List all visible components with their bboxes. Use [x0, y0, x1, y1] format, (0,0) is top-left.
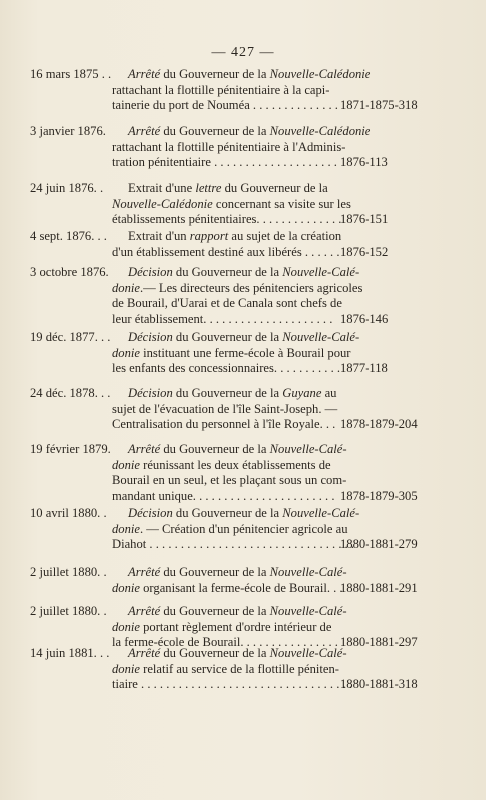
entry-text-segment: Nouvelle-Calé-	[269, 565, 347, 579]
entry-line	[112, 98, 338, 114]
entry-text-segment: Nouvelle-Calé-	[269, 604, 347, 618]
entry-date: 24 juin 1876. .	[30, 181, 104, 195]
entry-text-segment: Extrait d'un	[128, 229, 190, 243]
entry-line	[112, 521, 348, 538]
entry-text-segment: du Gouverneur de la	[172, 386, 283, 400]
entry-line	[112, 386, 337, 402]
entry-text-segment: organisant la ferme-école de Bourail. . .	[139, 580, 343, 595]
entry-line	[112, 661, 339, 678]
entry-text-segment: Décision	[128, 265, 173, 279]
entry-line	[112, 229, 342, 245]
entry-text-segment: Décision	[128, 386, 173, 400]
entry-text	[112, 265, 363, 327]
entry-reference: 1880-1881-318	[340, 677, 418, 691]
entry-text-segment: du Gouverneur de la	[160, 67, 270, 81]
entry-text-segment: relatif au service de la flottille péniten-	[139, 661, 339, 676]
entry-date: 2 juillet 1880. .	[30, 604, 107, 618]
entry-line	[112, 212, 342, 228]
entry-text	[112, 646, 352, 693]
entry-text-segment: Nouvelle-Calédonie	[112, 196, 213, 211]
entry-line	[112, 361, 341, 377]
entry-text-segment: Nouvelle-Calé-	[282, 506, 360, 520]
entry-text-segment: leur établissement. . . . . . . . . . . . . . . . . . . . .	[112, 311, 333, 326]
entry-text-segment: au sujet de la création	[228, 229, 342, 243]
entry-reference: 1876-146	[340, 311, 389, 326]
entry-reference: 1876-152	[340, 244, 389, 259]
entry-line	[112, 442, 347, 458]
entry-line	[112, 458, 334, 474]
entry-text-segment: Arrêté	[128, 442, 161, 456]
entry-text-segment: Nouvelle-Calé-	[282, 265, 360, 279]
entry-text-segment: donie	[112, 619, 140, 634]
entry-text-segment: donie	[112, 521, 140, 536]
entry-text-segment: d'un établissement destiné aux libérés . . . . . .	[112, 244, 340, 259]
entry-line	[112, 417, 334, 433]
entry-text-segment: mandant unique. . . . . . . . . . . . . . . . . . . . . . .	[112, 488, 335, 503]
entry-text-segment: du Gouverneur de la	[172, 265, 283, 279]
entry-text-segment: sujet de l'évacuation de l'île Saint-Joseph. —	[112, 401, 338, 416]
entry-text-segment: les enfants des concessionnaires. . . . . . . . . . .	[112, 361, 341, 375]
entry-text-segment: tration pénitentiaire . . . . . . . . . . . . . . . . . . . .	[112, 155, 337, 169]
entry-text-segment: Arrêté	[128, 646, 161, 660]
entry-text-segment: Arrêté	[128, 67, 161, 81]
entry-text-segment: .— Les directeurs des pénitenciers agricoles	[139, 280, 363, 295]
entry-text-segment: Guyane	[282, 386, 322, 400]
entry-reference: 1880-1881-297	[340, 635, 418, 649]
entry-date: 3 janvier 1876.	[30, 124, 106, 138]
entry-line	[112, 280, 363, 297]
entry-line	[112, 489, 334, 505]
entry-line	[112, 244, 340, 261]
entry-text-segment: portant règlement d'ordre intérieur de	[139, 619, 332, 634]
entry-text-segment: Décision	[128, 330, 173, 344]
entry-line	[112, 473, 347, 489]
entry-text-segment: du Gouverneur de la	[172, 506, 283, 520]
entry-text-segment: . — Création d'un pénitencier agricole au	[139, 521, 348, 536]
entry-text-segment: donie	[112, 580, 140, 595]
entry-reference: 1877-118	[340, 361, 388, 375]
entry-text-segment: lettre	[195, 181, 222, 195]
entry-date: 2 juillet 1880. .	[30, 565, 107, 579]
entry-line	[112, 506, 360, 522]
entry-reference: 1878-1879-305	[340, 488, 418, 503]
entry-text-segment: la ferme-école de Bourail. . . . . . . . . . . . . . . .	[112, 635, 338, 649]
entry-date: 19 février 1879.	[30, 442, 111, 456]
entry-line	[112, 620, 334, 636]
entry-text	[112, 565, 347, 596]
entry-text-segment: du Gouverneur de la	[160, 442, 270, 456]
entry-line	[112, 155, 337, 171]
entry-text	[112, 386, 338, 433]
entry-text-segment: donie	[112, 457, 140, 472]
entry-line	[112, 296, 342, 312]
entry-text	[112, 442, 347, 504]
entry-line	[112, 565, 347, 581]
entry-line	[112, 345, 351, 362]
entry-reference: 1880-1881-291	[340, 580, 418, 595]
entry-date: 24 déc. 1878. . .	[30, 386, 111, 400]
entry-text-segment: Arrêté	[128, 124, 161, 138]
entry-text-segment: Diahot . . . . . . . . . . . . . . . . . . . . . . . . . . . . . . . . .	[112, 537, 355, 551]
entry-date: 19 déc. 1877. . .	[30, 330, 111, 344]
entry-text-segment: donie	[112, 345, 140, 360]
entry-text-segment: du Gouverneur de la	[160, 565, 270, 579]
entry-text-segment: donie	[112, 661, 140, 676]
entry-text-segment: Arrêté	[128, 565, 161, 579]
entry-line	[112, 265, 360, 281]
entry-text-segment: Bourail en un seul, et les plaçant sous un com-	[112, 473, 347, 487]
entry-text-segment: Centralisation du personnel à l'île Royale. . .	[112, 417, 336, 431]
entry-line	[112, 67, 371, 83]
entry-text-segment: tainerie du port de Nouméa . . . . . . . . . . . . . .	[112, 98, 338, 112]
entry-text-segment: rapport	[189, 229, 229, 243]
entry-text-segment: Nouvelle-Calédonie	[269, 67, 371, 81]
entry-reference: 1871-1875-318	[340, 98, 418, 112]
entry-reference: 1876-151	[340, 212, 389, 226]
entry-line	[112, 580, 343, 597]
entry-text-segment: Nouvelle-Calé-	[269, 646, 347, 660]
entry-line	[112, 312, 334, 328]
entry-text-segment: du Gouverneur de la	[160, 646, 270, 660]
entry-text-segment: établissements pénitentiaires. . . . . . . . . . . . . .	[112, 212, 342, 226]
entry-text-segment: du Gouverneur de la	[221, 181, 328, 195]
entry-line	[112, 401, 338, 418]
entry-reference: 1878-1879-204	[340, 417, 418, 431]
entry-line	[112, 139, 346, 156]
entry-text-segment: rattachant la flottille pénitentiaire à l'Adminis-	[112, 139, 346, 154]
entry-text	[112, 229, 342, 260]
entry-line	[112, 537, 355, 553]
entry-date: 14 juin 1881. . .	[30, 646, 110, 660]
entry-text	[112, 604, 347, 651]
entry-text-segment: instituant une ferme-école à Bourail pour	[139, 345, 351, 360]
entry-date: 16 mars 1875 . .	[30, 67, 112, 81]
entry-date: 4 sept. 1876. . .	[30, 229, 107, 243]
entry-date: 10 avril 1880. .	[30, 506, 107, 520]
entry-text	[112, 506, 360, 553]
entry-text-segment: tiaire . . . . . . . . . . . . . . . . . . . . . . . . . . . . . . . . . .	[112, 677, 352, 691]
entry-text-segment: du Gouverneur de la	[160, 124, 270, 138]
entry-text	[112, 181, 351, 228]
entry-text-segment: Nouvelle-Calé-	[269, 442, 347, 456]
entry-line	[112, 330, 360, 346]
entry-text-segment: Décision	[128, 506, 173, 520]
entry-text	[112, 330, 360, 377]
entry-text-segment: réunissant les deux établissements de	[139, 457, 331, 472]
entry-text-segment: donie	[112, 280, 140, 295]
entry-line	[112, 196, 351, 213]
entry-text-segment: au	[321, 386, 337, 400]
entry-line	[112, 646, 347, 662]
entry-text-segment: Nouvelle-Calédonie	[269, 124, 371, 138]
entry-line	[112, 181, 334, 197]
entry-text-segment: Nouvelle-Calé-	[282, 330, 360, 344]
entry-text	[112, 67, 371, 114]
entry-reference: 1880-1881-279	[340, 537, 418, 551]
entry-text-segment: de Bourail, d'Uarai et de Canala sont chefs de	[112, 296, 342, 310]
entry-line	[112, 604, 347, 620]
page-number: — 427 —	[211, 45, 275, 60]
entry-line	[112, 83, 334, 99]
entry-text-segment: du Gouverneur de la	[160, 604, 270, 618]
entry-line	[112, 677, 352, 693]
entry-text-segment: Extrait d'une	[128, 181, 196, 195]
entry-date: 3 octobre 1876.	[30, 265, 109, 279]
entry-text-segment: concernant sa visite sur les	[212, 196, 351, 211]
entry-line	[112, 124, 371, 140]
entry-reference: 1876-113	[340, 155, 388, 169]
entry-text-segment: rattachant la flottille pénitentiaire à la capi-	[112, 82, 330, 97]
entry-text-segment: du Gouverneur de la	[172, 330, 283, 344]
entry-text-segment: Arrêté	[128, 604, 161, 618]
